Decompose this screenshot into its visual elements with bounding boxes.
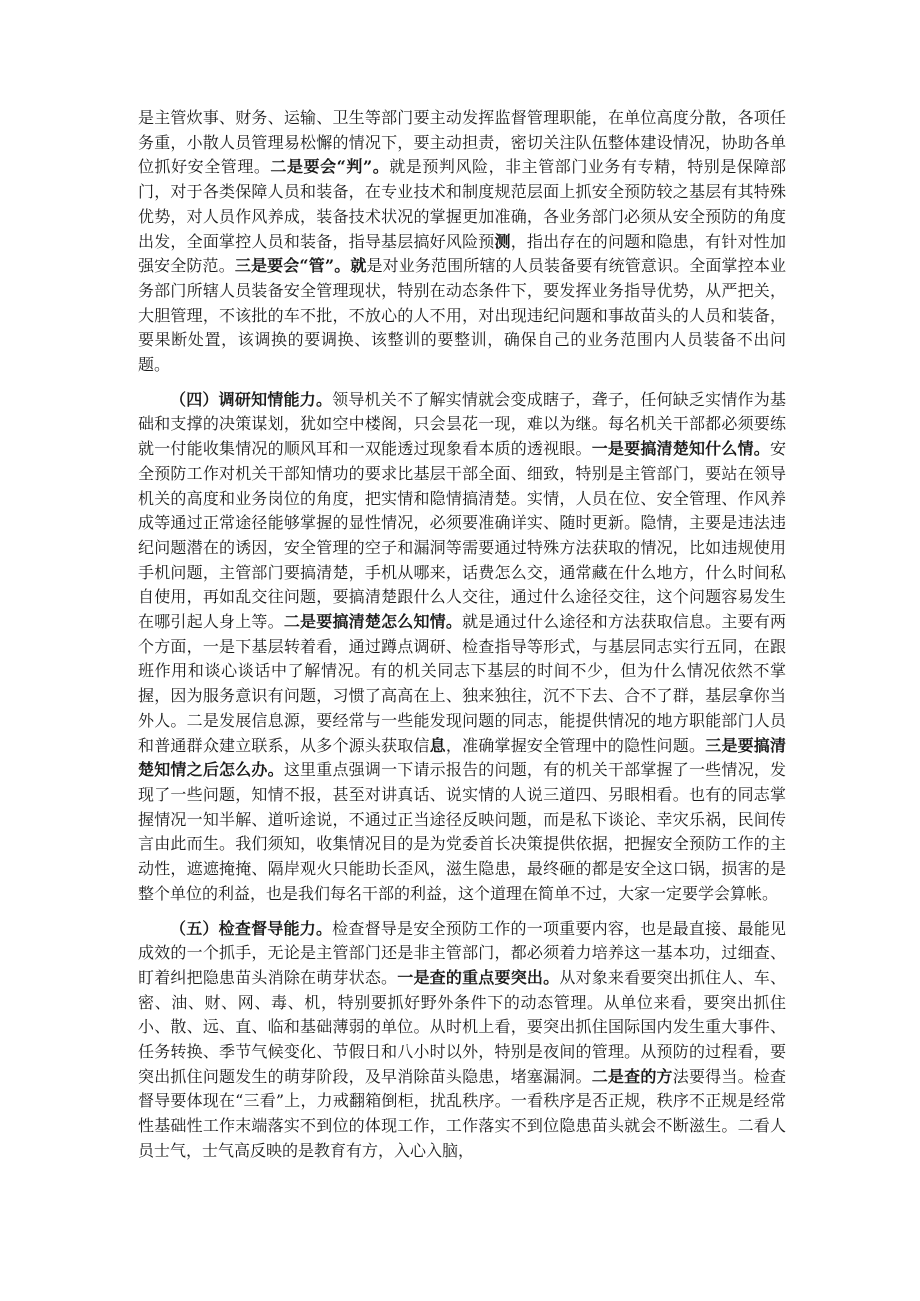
bold-text-run: 二是查的方: [591, 1066, 673, 1086]
text-run: 是对业务范围所辖的人员装备要有统管意识。全面掌控本业务部门所辖人员装备安全管理现状，特别在动态条件下，要发挥业务指导优势，从严把关，大胆管理，不该批的车不批，不放心的人不用，对出现违纪问题和事故苗头的人员和装备，要果断处置，该调换的要调换、该整训的要整训，确保自己的业务范围内人员装备不出问题。: [138, 256, 786, 375]
text-run: 检查督导是安全预防工作的一项重要内容，也是最直接、最能见成效的一个抓手，无论是主管部门还是非主管部门，都必须着力培养这一基本功，过细查、盯着纠把隐患苗头消除在萌芽状态。: [138, 918, 786, 987]
document-page: [138, 106, 786, 1164]
text-run: 就是通过什么途径和方法获取信息。主要有两个方面，一是下基层转着看，通过蹲点调研、检查指导等形式，与基层同志实行五同，在跟班作用和谈心谈话中了解情况。有的机关同志下基层的时间不少，但为什么情况依然不掌握，因为服务意识有问题，习惯了高高在上、独来独往，沉不下去、合不了群，基层拿你当外人。二是发展信息源，要经常与一些能发现问题的同志，能提供情况的地方职能部门人员和普通群众建立联系，从多个源头获取信: [138, 612, 786, 755]
bold-text-run: （五）检查督导能力。: [170, 918, 333, 938]
text-run: ，指出存在的问题和隐患，有针对性加强安全防范。: [138, 231, 786, 276]
bold-text-run: 测: [494, 231, 511, 251]
bold-text-run: 三是要搞清楚知情之后怎么办。: [138, 735, 786, 780]
text-run: 从对象来看要突出抓住人、车、密、油、财、网、毒、机，特别要抓好野外条件下的动态管理。从单位来看，要突出抓住小、散、远、直、临和基础薄弱的单位。从时机上看，要突出抓住国际国内发生重大事件、任务转换、季节气候变化、节假日和八小时以外，特别是夜间的管理。从预防的过程看，要突出抓住问题发生的萌芽阶段，及早消除苗头隐患，堵塞漏洞。: [138, 967, 786, 1086]
bold-text-run: 息: [429, 735, 446, 755]
text-run: 安全预防工作对机关干部知情功的要求比基层干部全面、细致，特别是主管部门，要站在领导机关的高度和业务岗位的角度，把实情和隐情搞清楚。实情，人员在位、安全管理、作风养成等通过正常途径能够掌握的显性情况，必须要准确详实、随时更新。隐情，主要是违法违纪问题潜在的诱因，安全管理的空子和漏洞等需要通过特殊方法获取的情况，比如违规使用手机问题，主管部门要搞清楚，手机从哪来，话费怎么交，通常藏在什么地方，什么时间私自使用，再如乱交往问题，要搞清楚跟什么人交往，通过什么途径交往，这个问题容易发生在哪引起人身上等。: [138, 439, 786, 632]
text-run: 这里重点强调一下请示报告的问题，有的机关干部掌握了一些情况，发现了一些问题，知情不报，甚至对讲真话、说实情的人说三道四、另眼相看。也有的同志掌握情况一知半解、道听途说，不通过正当途径反映问题，而是私下谈论、幸灾乐祸，民间传言由此而生。我们须知，收集情况目的是为党委首长决策提供依据，把握安全预防工作的主动性，遮遮掩掩、隔岸观火只能助长歪风，滋生隐患，最终砸的都是安全这口锅，损害的是整个单位的利益，也是我们每名干部的利益，这个道理在简单不过，大家一定要学会算帐。: [138, 760, 786, 903]
bold-text-run: 二是要搞清楚怎么知情。: [283, 612, 463, 632]
bold-text-run: （四）调研知情能力。: [170, 389, 333, 409]
body-paragraph: [138, 388, 786, 907]
bold-text-run: 一是要搞清楚知什么情。: [591, 439, 770, 459]
body-paragraph: [138, 106, 786, 378]
text-run: 是主管炊事、财务、运输、卫生等部门要主动发挥监督管理职能，在单位高度分散，各项任务重，小散人员管理易松懈的情况下，要主动担责，密切关注队伍整体建设情况，协助各单位抓好安全管理。: [138, 108, 786, 177]
bold-text-run: 一是查的重点要突出。: [397, 967, 560, 987]
text-run: 领导机关不了解实情就会变成瞎子，聋子，任何缺乏实情作为基础和支撑的决策谋划，犹如空中楼阁，只会昙花一现，难以为继。每名机关干部都必须要练就一付能收集情况的顺风耳和一双能透过现象看本质的透视眼。: [138, 389, 786, 459]
text-run: 就是预判风险，非主管部门业务有专精，特别是保障部门，对于各类保障人员和装备，在专业技术和制度规范层面上抓安全预防较之基层有其特殊优势，对人员作风养成，装备技术状况的掌握更加准确，各业务部门必须从安全预防的角度出发，全面掌控人员和装备，指导基层搞好风险预: [138, 157, 786, 251]
text-run: ，准确掌握安全管理中的隐性问题。: [445, 735, 706, 755]
bold-text-run: 三是要会“管”。就: [234, 256, 367, 276]
bold-text-run: 二是要会“判”。: [270, 157, 390, 177]
text-run: 法要得当。检查督导要体现在“三看”上，力戒翻箱倒柜，扰乱秩序。一看秩序是否正规，秩序不正规是经常性基础性工作末端落实不到位的体现工作，工作落实不到位隐患苗头就会不断滋生。二看人员士气，士气高反映的是教育有方，入心入脑，: [138, 1066, 786, 1160]
body-paragraph: [138, 917, 786, 1164]
